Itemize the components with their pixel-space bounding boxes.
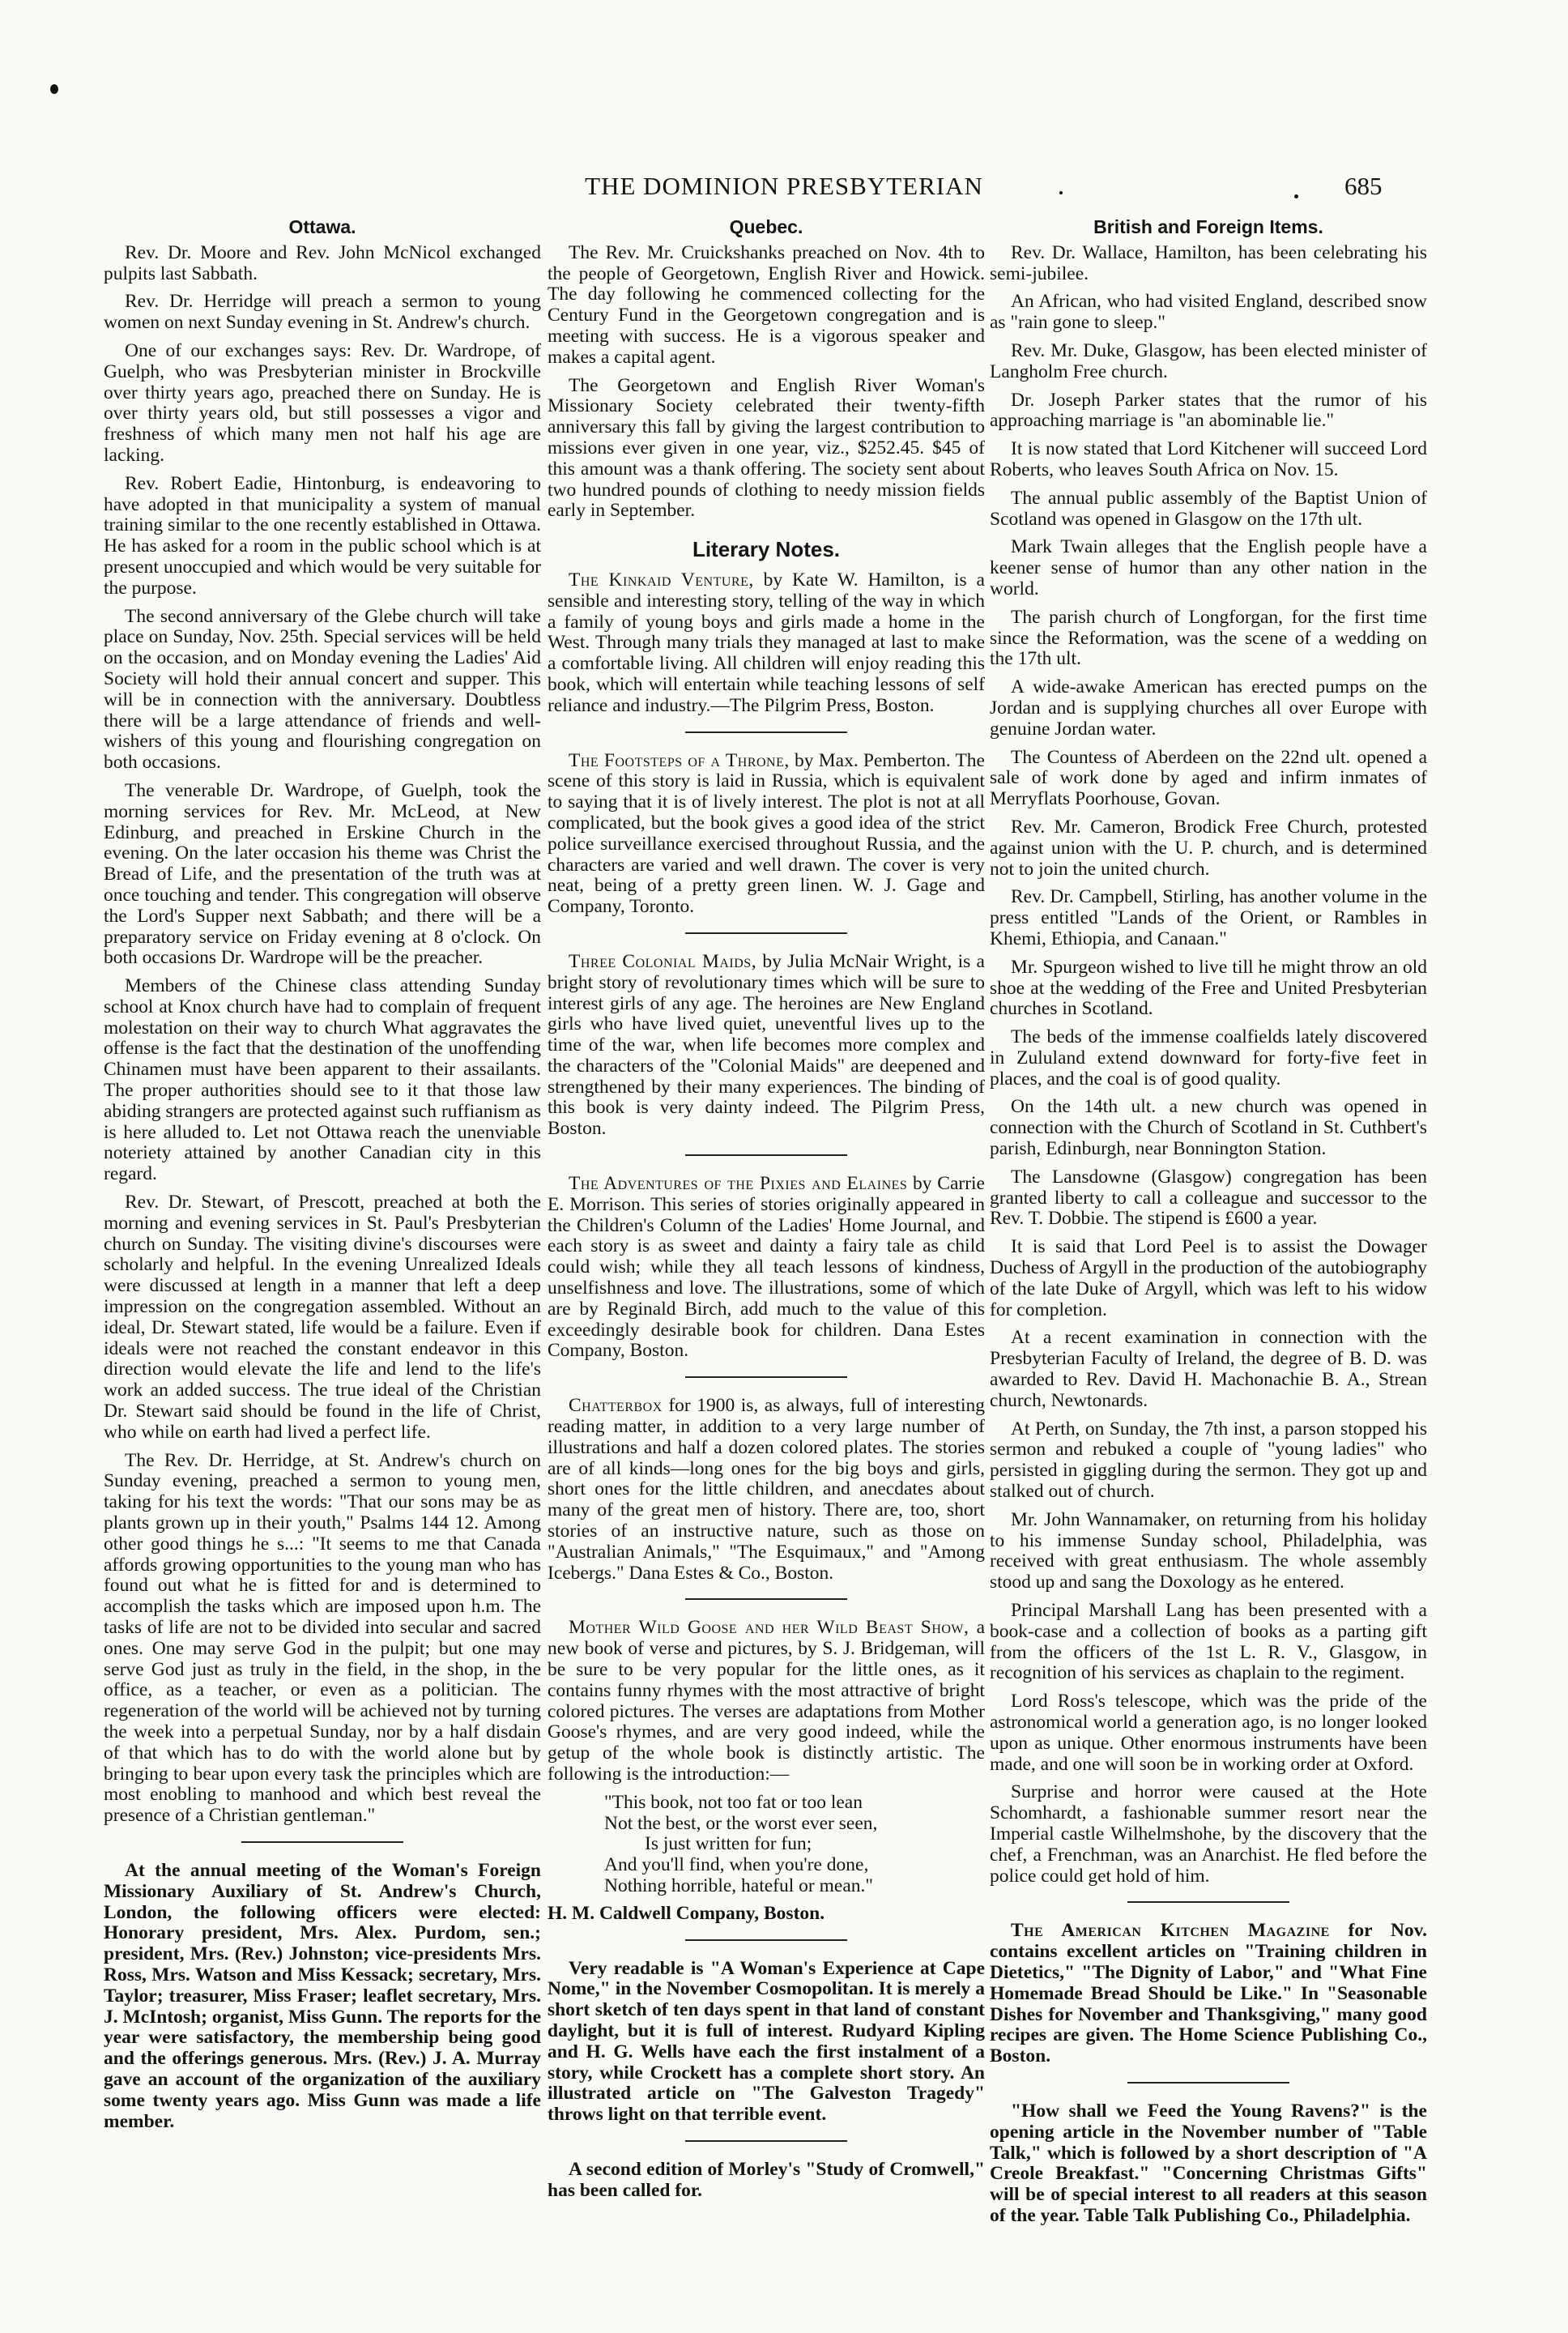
paragraph: Dr. Joseph Parker states that the rumor of his approaching marriage is "an abominable lie.": [990, 389, 1427, 432]
paragraph: Surprise and horror were caused at the Hote Schomhardt, a fashionable summer resort near the Imperial castle Wilhelmshohe, by the discovery that the chef, a Frenchman, was an Anarchist. He fled before the police could get hold of him.: [990, 1781, 1427, 1887]
paragraph: Rev. Dr. Stewart, of Prescott, preached at both the morning and evening services in St. Paul's Presbyterian church on Sunday. The visiting divine's discourses were scholarly and helpful. In the evening Unrealized Ideals were discussed at length in a manner that left a deep impression on the congregation assembled. Without an ideal, Dr. Stewart stated, life would be a failure. Even if ideals were not reached the constant endeavor in this direction would elevate the life and lend to the life's work an added success. The true ideal of the Christian Dr. Stewart said should be found in the life of Christ, who while on earth had lived a perfect life.: [104, 1192, 541, 1443]
paragraph: Rev. Mr. Duke, Glasgow, has been elected minister of Langholm Free church.: [990, 339, 1427, 382]
paragraph: One of our exchanges says: Rev. Dr. Wardrope, of Guelph, who was Presbyterian minister in Brockville over thirty years ago, preached there on Sunday. He is over thirty years old, but still possesses a vigor and freshness of which many men not half his age are lacking.: [104, 339, 541, 466]
paragraph: Mr. Spurgeon wished to live till he might throw an old shoe at the wedding of the Free and United Presbyterian churches in Scotland.: [990, 956, 1427, 1020]
paragraph-kitchen-magazine: [990, 1921, 1427, 2067]
paragraph: The beds of the immense coalfields lately discovered in Zululand extend downward for forty-five feet in places, and the coal is of good quality.: [990, 1026, 1427, 1090]
publisher-credit: H. M. Caldwell Company, Boston.: [548, 1902, 825, 1924]
magazine-text: for Nov. contains excellent articles on "Training children in Dietetics," "The Dignity of Labor," and "What Fine Homemade Bread Should be Like." In "Seasonable Dishes for November and Thanksgiving," many good recipes are given. The Home Science Publishing Co., Boston.: [990, 1920, 1427, 2067]
paragraph: Rev. Mr. Cameron, Brodick Free Church, protested against union with the U. P. church, and is determined not to join the united church.: [990, 816, 1427, 880]
paragraph: Mark Twain alleges that the English people have a keener sense of humor than any other nation in the world.: [990, 536, 1427, 599]
paragraph: An African, who had visited England, described snow as "rain gone to sleep.": [990, 291, 1427, 334]
poem-line: And you'll find, when you're done,: [604, 1854, 869, 1876]
column-quebec-literary: [548, 212, 985, 2209]
paragraph: The Rev. Mr. Cruickshanks preached on Nov. 4th to the people of Georgetown, English River and Howick. The day following he commenced collecting for the Century Fund in the Georgetown congregation and is meeting with success. He is a vigorous speaker and makes a capital agent.: [548, 241, 985, 368]
paragraph-missionary-auxiliary: At the annual meeting of the Woman's Foreign Missionary Auxiliary of St. Andrew's Church, London, the following officers were elected: Honorary president, Mrs. Alex. Purdom, sen.; president, Mrs. (Rev.) Johnston; vice-presidents Mrs. Ross, Mrs. Watson and Miss Kessack; secretary, Mrs. Taylor; treasurer, Miss Fraser; leaflet secretary, Mrs. J. McIntosh; organist, Miss Gunn. The reports for the year were satisfactory, the membership being good and the offerings generous. Mrs. (Rev.) J. A. Murray gave an account of the organization of the auxiliary some twenty years ago. Miss Gunn was made a life member.: [104, 1859, 541, 2132]
paragraph: The Rev. Dr. Herridge, at St. Andrew's church on Sunday evening, preached a sermon to young men, taking for his text the words: "That our sons may be as plants grown up in their youth," Psalms 144 12. Among other good things he s...: "It seems to me that Canada affords growing opportunities to the young man who has found out what he is fitted for and is determined to accomplish the tasks which are imposed upon h.m. The tasks of life are not to be divided into secular and sacred ones. One may serve God in the pulpit; but one may serve God just as truly in the field, in the shop, in the office, as a teacher, or even as a politician. The regeneration of the world will be achieved not by turning the week into a perpetual Sunday, nor by a half disdain of that which has to do with the world alone but by bringing to bear upon every task the principles which are most enobling to manhood and which best reveal the presence of a Christian gentleman.": [104, 1449, 541, 1827]
column-ottawa: [104, 212, 541, 2139]
magazine-title: The American Kitchen Magazine: [1011, 1920, 1330, 1942]
literary-item: [548, 751, 985, 918]
literary-text: by Kate W. Hamilton, is a sensible and interesting story, telling of the way in which a family of young boys and girls made a home in the West. Through many trials they managed at last to make a comfortable living. All children will enjoy reading this book, which will entertain while teaching lessons of self reliance and industry.—The Pilgrim Press, Boston.: [548, 569, 985, 716]
literary-item: [548, 570, 985, 717]
section-heading-literary-notes: Literary Notes.: [692, 537, 841, 562]
section-rule: [685, 2140, 847, 2142]
book-title: Chatterbox: [569, 1395, 663, 1417]
running-head: THE DOMINION PRESBYTERIAN: [585, 172, 983, 200]
book-title: The Kinkaid Venture,: [569, 569, 754, 591]
literary-item: [548, 952, 985, 1140]
literary-text: a new book of verse and pictures, by S. J. Bridgeman, will be sure to be very popular for the little ones, as it contains funny rhymes with the most attractive of bright colored pictures. The verses are adaptations from Mother Goose's rhymes, and are very good indeed, while the getup of the whole book is distinctly artistic. The following is the introduction:—: [548, 1617, 985, 1785]
section-rule: [685, 1598, 847, 1600]
paragraph: Mr. John Wannamaker, on returning from his holiday to his immense Sunday school, Philadelphia, was received with great enthusiasm. The whole assembly stood up and sang the Doxology as he entered.: [990, 1508, 1427, 1593]
paragraph: The Lansdowne (Glasgow) congregation has been granted liberty to call a colleague and successor to the Rev. T. Dobbie. The stipend is £600 a year.: [990, 1166, 1427, 1230]
book-title: Three Colonial Maids,: [569, 950, 757, 972]
section-rule: [685, 932, 847, 934]
poem-line: Not the best, or the worst ever seen,: [604, 1812, 878, 1834]
section-rule: [685, 1154, 847, 1156]
paragraph: It is said that Lord Peel is to assist the Dowager Duchess of Argyll in the production of the autobiography of the late Duke of Argyll, which was left to his widow for completion.: [990, 1236, 1427, 1320]
paragraph: The Georgetown and English River Woman's Missionary Society celebrated their twenty-fifth anniversary this fall by giving the largest contribution to missions ever given in one year, viz., $252.45. $45 of this amount was a thank offering. The society sent about two hundred pounds of clothing to needy mission fields early in September.: [548, 374, 985, 522]
literary-text: by Julia McNair Wright, is a bright story of revolutionary times which will be sure to interest girls of any age. The heroines are New England girls who have lived quiet, uneventful lives up to the time of the war, when life becomes more complex and the characters of the "Colonial Maids" are deepened and strengthened by their many experiences. The binding of this book is very dainty indeed. The Pilgrim Press, Boston.: [548, 950, 985, 1140]
poem: [548, 1793, 985, 1897]
paragraph: A wide-awake American has erected pumps on the Jordan and is supplying churches all over Europe with genuine Jordan water.: [990, 676, 1427, 740]
paragraph: Rev. Robert Eadie, Hintonburg, is endeavoring to have adopted in that municipality a system of manual training similar to the one recently established in Ottawa. He has asked for a room in the public school which is at present unoccupied and which would be very suitable for the purpose.: [104, 472, 541, 599]
literary-text: by Max. Pemberton. The scene of this story is laid in Russia, which is equivalent to saying that it is of lively interest. The plot is not at all complicated, but the book gives a good idea of the strict police surveillance exercised throughout Russia, and the characters are varied and well drawn. The cover is very neat, being of a pretty green linen. W. J. Gage and Company, Toronto.: [548, 749, 985, 918]
section-rule: [241, 1841, 403, 1843]
paragraph: The annual public assembly of the Baptist Union of Scotland was opened in Glasgow on the 17th ult.: [990, 487, 1427, 530]
book-title: The Footsteps of a Throne,: [569, 749, 790, 771]
literary-item: [548, 1396, 985, 1584]
paragraph: The Countess of Aberdeen on the 22nd ult. opened a sale of work done by aged and infirm inmates of Merryflats Poorhouse, Govan.: [990, 746, 1427, 810]
column-british-foreign: [990, 212, 1427, 2234]
ink-speck: [50, 84, 58, 94]
section-heading-british-foreign: British and Foreign Items.: [1093, 216, 1323, 237]
paragraph: Members of the Chinese class attending Sunday school at Knox church have had to complain of frequent molestation on their way to church What aggravates the offense is the fact that the destination of the unoffending Chinamen must have been apparent to their assailants. The proper authorities should see to it that those law abiding strangers are protected against such ruffianism as is here alluded to. Let not Ottawa reach the unenviable noteriety attained by another Canadian city in this regard.: [104, 975, 541, 1185]
literary-text: for 1900 is, as always, full of interesting reading matter, in addition to a very large number of illustrations and half a dozen colored plates. The stories are of all kinds—long ones for the big boys and girls, short ones for the little children, and anecdates about many of the great men of history. There are, too, short stories of an instructive nature, such as those on "Australian Animals," "The Esquimaux," and "Among Icebergs." Dana Estes & Co., Boston.: [548, 1395, 985, 1584]
paragraph: Rev. Dr. Wallace, Hamilton, has been celebrating his semi-jubilee.: [990, 241, 1427, 284]
paragraph-table-talk: "How shall we Feed the Young Ravens?" is the opening article in the November number of "Table Talk," which is followed by a short description of "A Creole Breakfast." "Concerning Christmas Gifts" will be of special interest to all readers at this season of the year. Table Talk Publishing Co., Philadelphia.: [990, 2100, 1427, 2226]
paragraph-morley: A second edition of Morley's "Study of Cromwell," has been called for.: [548, 2158, 985, 2201]
literary-text: by Carrie E. Morrison. This series of stories originally appeared in the Children's Column of the Ladies' Home Journal, and each story is as sweet and dainty a fairy tale as child could wish; while they all teach lessons of kindness, unselfishness and love. The illustrations, some of which are by Reginald Birch, add much to the value of this exceedingly desirable book for children. Dana Estes Company, Boston.: [548, 1173, 985, 1362]
poem-line: Is just written for fun;: [645, 1833, 812, 1855]
book-title: Mother Wild Goose and her Wild Beast Show,: [569, 1617, 969, 1639]
section-heading-quebec: Quebec.: [729, 216, 803, 237]
section-rule: [685, 1376, 847, 1378]
paragraph: Rev. Dr. Campbell, Stirling, has another volume in the press entitled "Lands of the Orient, or Rambles in Khemi, Ethiopia, and Canaan.": [990, 886, 1427, 949]
section-rule: [1127, 2082, 1289, 2083]
paragraph: Rev. Dr. Moore and Rev. John McNicol exchanged pulpits last Sabbath.: [104, 241, 541, 284]
poem-line: "This book, not too fat or too lean: [604, 1791, 863, 1813]
book-title: The Adventures of the Pixies and Elaines: [569, 1173, 908, 1195]
poem-line: Nothing horrible, hateful or mean.": [604, 1875, 873, 1896]
paragraph: The second anniversary of the Glebe church will take place on Sunday, Nov. 25th. Special services will be held on the occasion, and on Monday evening the Ladies' Aid Society will hold their annual concert and supper. This will be in connection with the anniversary. Doubtless there will be a large attendance of friends and well-wishers of this young and flourishing congregation on both occasions.: [104, 605, 541, 774]
page-number: 685: [1344, 172, 1383, 200]
literary-item: [548, 1618, 985, 1785]
paragraph: The venerable Dr. Wardrope, of Guelph, took the morning services for Rev. Mr. McLeod, at New Edinburg, and preached in Erskine Church in the evening. On the later occasion his theme was Christ the Bread of Life, and the presentation of the truth was at once touching and tender. This congregation will observe the Lord's Supper next Sabbath; and there will be a preparatory service on Friday evening at 8 o'clock. On both occasions Dr. Wardrope will be the preacher.: [104, 779, 541, 969]
paragraph: On the 14th ult. a new church was opened in connection with the Church of Scotland in St. Cuthbert's parish, Edinburgh, near Bonnington Station.: [990, 1096, 1427, 1160]
paragraph: Lord Ross's telescope, which was the pride of the astronomical world a generation ago, is no longer looked upon as unique. Other enormous instruments have been made, and one will soon be in working order at Oxford.: [990, 1691, 1427, 1775]
paragraph: The parish church of Longforgan, for the first time since the Reformation, was the scene of a wedding on the 17th ult.: [990, 606, 1427, 670]
section-rule: [685, 731, 847, 733]
paragraph-cosmopolitan: Very readable is "A Woman's Experience at Cape Nome," in the November Cosmopolitan. It is merely a short sketch of ten days spent in that land of constant daylight, but it is full of interest. Rudyard Kipling and H. G. Wells have each the first instalment of a story, while Crockett has a complete short story. An illustrated article on "The Galveston Tragedy" throws light on that terrible event.: [548, 1957, 985, 2126]
paragraph: Rev. Dr. Herridge will preach a sermon to young women on next Sunday evening in St. Andrew's church.: [104, 291, 541, 334]
section-heading-ottawa: Ottawa.: [288, 216, 356, 237]
paragraph: At Perth, on Sunday, the 7th inst, a parson stopped his sermon and rebuked a couple of "young ladies" who persisted in giggling during the sermon. They got up and stalked out of church.: [990, 1418, 1427, 1503]
section-rule: [685, 1939, 847, 1941]
section-rule: [1127, 1901, 1289, 1903]
literary-item: [548, 1174, 985, 1362]
paragraph: It is now stated that Lord Kitchener will succeed Lord Roberts, who leaves South Africa on Nov. 15.: [990, 438, 1427, 480]
paragraph: Principal Marshall Lang has been presented with a book-case and a collection of books as a parting gift from the officers of the 1st L. R. V., Glasgow, in recognition of his services as chaplain to the regiment.: [990, 1600, 1427, 1684]
paragraph: At a recent examination in connection with the Presbyterian Faculty of Ireland, the degree of B. D. was awarded to Rev. David H. Machonachie B. A., Strean church, Newtonards.: [990, 1327, 1427, 1411]
